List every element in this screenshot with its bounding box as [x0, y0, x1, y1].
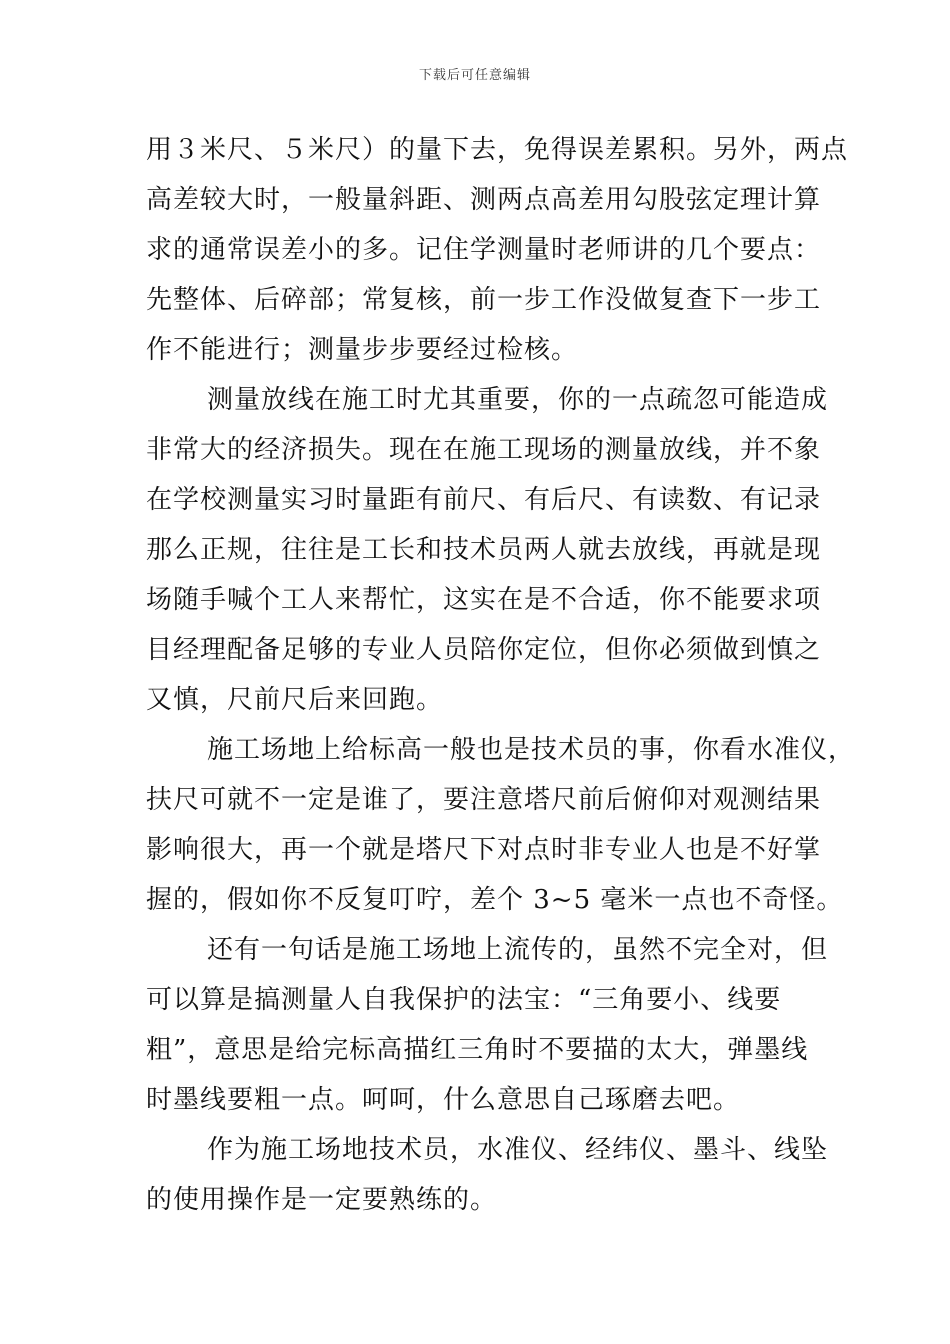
text-line: 那么正规，往往是工长和技术员两人就去放线，再就是现 [146, 535, 822, 565]
text-line: 在学校测量实习时量距有前尺、有后尺、有读数、有记录 [146, 485, 822, 515]
text-line: 粗”，意思是给完标高描红三角时不要描的太大，弹墨线 [146, 1035, 809, 1065]
text-line: 求的通常误差小的多。记住学测量时老师讲的几个要点： [146, 235, 822, 265]
text-line: 扶尺可就不一定是谁了，要注意塔尺前后俯仰对观测结果 [146, 785, 822, 815]
text-line: 又慎，尺前尺后来回跑。 [146, 685, 444, 715]
text-line: 先整体、后碎部；常复核，前一步工作没做复查下一步工 [146, 285, 822, 315]
text-line: 影响很大，再一个就是塔尺下对点时非专业人也是不好掌 [146, 835, 822, 865]
text-line: 时墨线要粗一点。呵呵，什么意思自己琢磨去吧。 [146, 1085, 741, 1115]
paragraph-start-line: 测量放线在施工时尤其重要，你的一点疏忽可能造成 [207, 385, 829, 415]
paragraph-start-line: 作为施工场地技术员，水准仪、经纬仪、墨斗、线坠 [207, 1135, 829, 1165]
text-line: 可以算是搞测量人自我保护的法宝：“三角要小、线要 [146, 985, 782, 1015]
text-line: 握的，假如你不反复叮咛，差个 3~5 毫米一点也不奇怪。 [146, 885, 844, 915]
paragraph-start-line: 施工场地上给标高一般也是技术员的事，你看水准仪， [207, 735, 856, 765]
text-line: 用３米尺、５米尺）的量下去，免得误差累积。另外，两点 [146, 135, 849, 165]
text-line: 高差较大时，一般量斜距、测两点高差用勾股弦定理计算 [146, 185, 822, 215]
paragraph-start-line: 还有一句话是施工场地上流传的，虽然不完全对，但 [207, 935, 829, 965]
text-line: 作不能进行；测量步步要经过检核。 [146, 335, 579, 365]
text-line: 场随手喊个工人来帮忙，这实在是不合适，你不能要求项 [146, 585, 822, 615]
text-line: 目经理配备足够的专业人员陪你定位，但你必须做到慎之 [146, 635, 822, 665]
page-header-note: 下载后可任意编辑 [418, 68, 531, 83]
text-line: 的使用操作是一定要熟练的。 [146, 1185, 498, 1215]
text-line: 非常大的经济损失。现在在施工现场的测量放线，并不象 [146, 435, 822, 465]
